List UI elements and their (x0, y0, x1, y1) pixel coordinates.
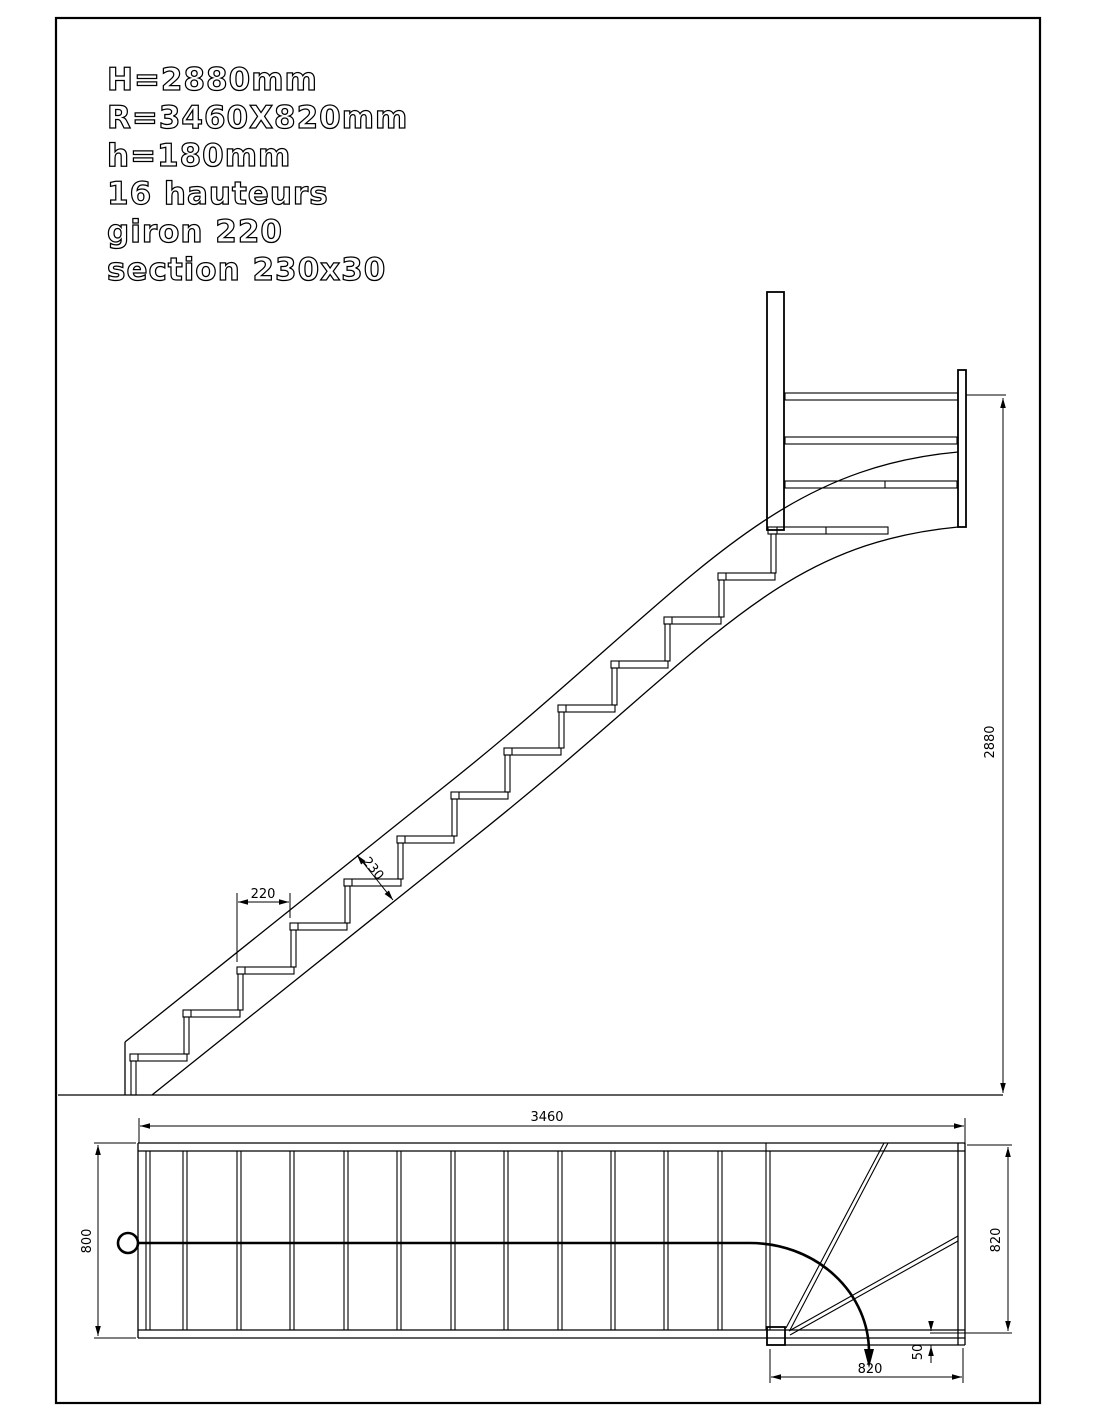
plan-tread-line (397, 1151, 401, 1330)
dim-going-label: 220 (250, 887, 276, 902)
dim-trimmer-label: 50 (911, 1343, 926, 1361)
plan-view (80, 1110, 1012, 1383)
title-line-height: H=2880mm (107, 62, 318, 98)
title-line-going: giron 220 (107, 214, 283, 250)
title-line-riser: h=180mm (107, 138, 292, 174)
walking-line (118, 1233, 874, 1368)
winder-tread-2 (785, 481, 957, 488)
plan-tread-line (504, 1151, 508, 1330)
dim-winder-label: 820 (857, 1362, 883, 1377)
step-riser (291, 930, 296, 967)
dim-entry-label: 800 (80, 1228, 95, 1254)
step-riser (345, 886, 350, 923)
landing-floor-band (785, 393, 958, 400)
plan-tread-line (146, 1151, 150, 1330)
landing-post-elevation (958, 370, 966, 527)
plan-tread-line (718, 1151, 722, 1330)
plan-tread-line (664, 1151, 668, 1330)
step-riser (452, 799, 457, 836)
title-line-count: 16 hauteurs (107, 176, 329, 212)
dim-floor-height (966, 395, 1006, 1093)
winder-tread-3 (785, 437, 957, 444)
step-riser (665, 624, 670, 661)
walkline-start-circle (118, 1233, 138, 1253)
step-riser (612, 668, 617, 705)
winder-division-1 (786, 1143, 888, 1330)
plan-right-edge (958, 1143, 965, 1345)
step-riser (719, 580, 724, 617)
step-riser (559, 712, 564, 748)
dim-total-run (139, 1110, 965, 1143)
winder-landing-elevation (767, 292, 966, 534)
plan-tread-line (290, 1151, 294, 1330)
title-block (107, 62, 408, 288)
tread-nosing-joints (138, 573, 726, 1061)
newel-post-elevation (767, 292, 784, 530)
plan-treads (146, 1151, 770, 1330)
title-line-footprint: R=3460X820mm (107, 100, 409, 136)
dim-width-exit (930, 1145, 1012, 1333)
dim-width-entry (80, 1143, 136, 1338)
winder-tread-1 (768, 527, 888, 534)
dim-entry-extension-lines (94, 1143, 136, 1338)
stringer-top-edge (125, 452, 958, 1042)
plan-tread-line (344, 1151, 348, 1330)
step-riser (771, 534, 776, 573)
plan-tread-line (183, 1151, 187, 1330)
dim-going (237, 887, 290, 962)
plan-tread-line (558, 1151, 562, 1330)
dim-height-label: 2880 (983, 725, 998, 759)
step-riser (398, 843, 403, 879)
dim-run-label: 3460 (530, 1110, 564, 1125)
step-riser (184, 1017, 189, 1054)
winder-division-2 (789, 1236, 958, 1335)
dim-going-extension-lines (237, 893, 290, 962)
stringer-bottom-edge (152, 527, 958, 1095)
dim-exit-label: 820 (989, 1227, 1004, 1253)
plan-top-stringer (138, 1143, 965, 1151)
step-riser (131, 1061, 136, 1095)
plan-tread-line (766, 1151, 770, 1330)
dim-stringer-label: 230 (359, 854, 387, 884)
plan-bottom-stringer (138, 1330, 965, 1338)
plan-tread-line (611, 1151, 615, 1330)
elevation-steps (130, 534, 776, 1095)
elevation-view (58, 292, 1006, 1095)
step-riser (238, 974, 243, 1010)
plan-tread-line (451, 1151, 455, 1330)
title-line-section: section 230x30 (107, 252, 387, 288)
dim-stringer-width (357, 854, 393, 900)
step-riser (505, 755, 510, 792)
plan-tread-line (237, 1151, 241, 1330)
